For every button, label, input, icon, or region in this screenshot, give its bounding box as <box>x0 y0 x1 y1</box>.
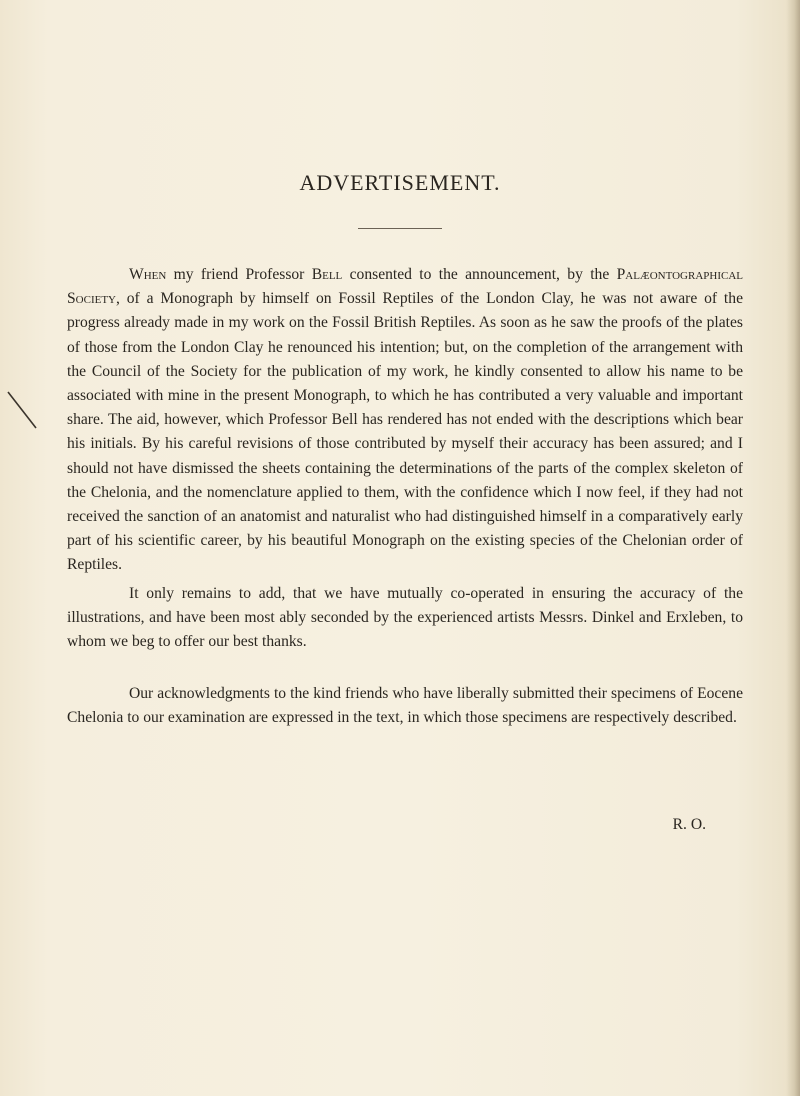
title-divider <box>358 228 442 229</box>
paragraph-2: It only remains to add, that we have mutually co-operated in ensuring the accuracy of the illustrations, and have been most ably seconded by the experienced artists Messrs. Dinkel and Erxleben, to whom we beg to offer our best thanks. <box>67 585 743 651</box>
paragraph-3: Our acknowledgments to the kind friends who have liberally submitted their specimens of Eocene Chelonia to our examination are expressed in the text, in which those specimens are respectively described. <box>67 685 743 727</box>
paragraph-1-rest: of a Monograph by himself on Fossil Reptiles of the London Clay, he was not aware of the progress already made in my work on the Fossil British Reptiles. As soon as he saw the proofs of the plates of those from the London Clay he renounced his intention; but, on the completion of the arrangement with the Council of the Society for the publication of my work, he kindly consented to allow his name to be associated with mine in the present Monograph, to which he has contributed a very valuable and important share. The aid, however, which Professor Bell has rendered has not ended with the descriptions which bear his initials. By his careful revisions of those contributed by myself their accuracy has been assured; and I should not have dismissed the sheets containing the determinations of the parts of the complex skeleton of the Chelonia, and the nomenclature applied to them, with the confidence which I now feel, if they had not received the sanction of an anatomist and naturalist who had distinguished himself in a comparatively early part of his scientific career, by his beautiful Monograph on the existing species of the Chelonian order of Reptiles. <box>67 290 743 574</box>
name-bell: Bell <box>311 266 343 283</box>
page-title: ADVERTISEMENT. <box>299 170 501 195</box>
page-edge-shadow <box>786 0 800 1096</box>
paragraph-1-lead: When <box>129 266 167 283</box>
paragraph-1 <box>67 263 743 578</box>
pencil-mark-icon <box>6 388 40 432</box>
paragraph-1-segment-2: consented to the announcement, by the <box>342 266 617 283</box>
society-name: Palæontographical Society, <box>67 266 744 308</box>
signature: R. O. <box>672 816 706 833</box>
paragraph-1-segment-1: my friend Professor <box>166 266 312 283</box>
